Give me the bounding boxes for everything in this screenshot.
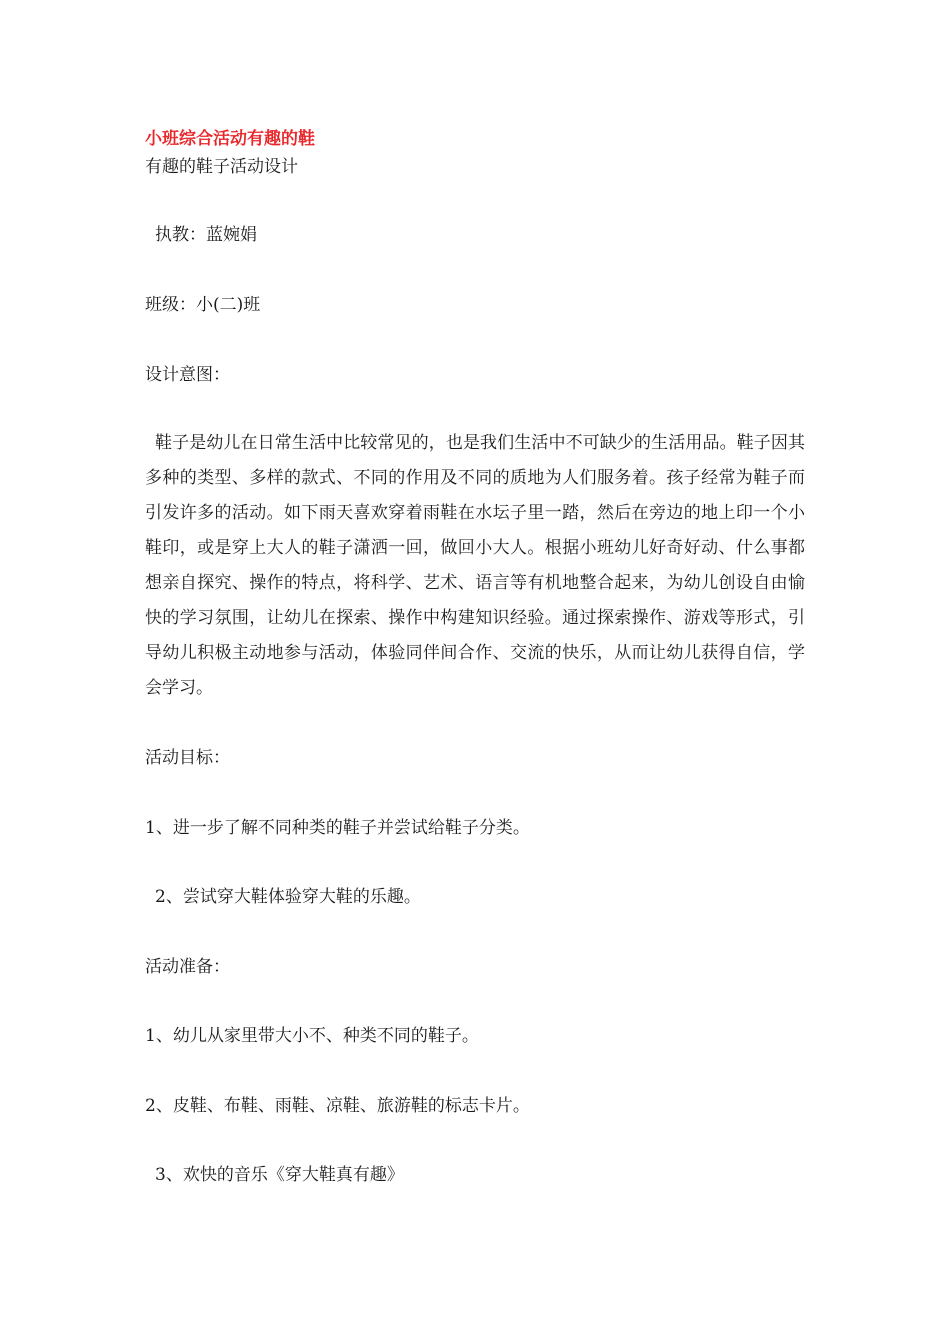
- prep-item-2: 2、皮鞋、布鞋、雨鞋、凉鞋、旅游鞋的标志卡片。: [145, 1096, 530, 1116]
- intent-paragraph: 鞋子是幼儿在日常生活中比较常见的，也是我们生活中不可缺少的生活用品。鞋子因其多种的类型、多样的款式、不同的作用及不同的质地为人们服务着。孩子经常为鞋子而引发许多的活动。如下雨天喜欢穿着雨鞋在水坛子里一踏，然后在旁边的地上印一个小鞋印，或是穿上大人的鞋子潇洒一回，做回小大人。根据小班幼儿好奇好动、什么事都想亲自探究、操作的特点，将科学、艺术、语言等有机地整合起来，为幼儿创设自由愉快的学习氛围，让幼儿在探索、操作中构建知识经验。通过探索操作、游戏等形式，引导幼儿积极主动地参与活动，体验同伴间合作、交流的快乐，从而让幼儿获得自信，学会学习。: [145, 433, 805, 698]
- document-title: 小班综合活动有趣的鞋: [145, 129, 315, 149]
- prep-heading: 活动准备：: [145, 957, 230, 977]
- document-subtitle: 有趣的鞋子活动设计: [145, 157, 298, 177]
- goal-item-1: 1、进一步了解不同种类的鞋子并尝试给鞋子分类。: [145, 818, 530, 838]
- intent-heading: 设计意图：: [145, 365, 230, 385]
- goals-heading: 活动目标：: [145, 748, 230, 768]
- goal-item-2: 2、尝试穿大鞋体验穿大鞋的乐趣。: [155, 887, 421, 907]
- teacher-line: 执教：蓝婉娟: [155, 225, 257, 245]
- prep-item-3: 3、欢快的音乐《穿大鞋真有趣》: [155, 1165, 404, 1185]
- class-line: 班级：小(二)班: [145, 295, 261, 315]
- prep-item-1: 1、幼儿从家里带大小不、种类不同的鞋子。: [145, 1026, 479, 1046]
